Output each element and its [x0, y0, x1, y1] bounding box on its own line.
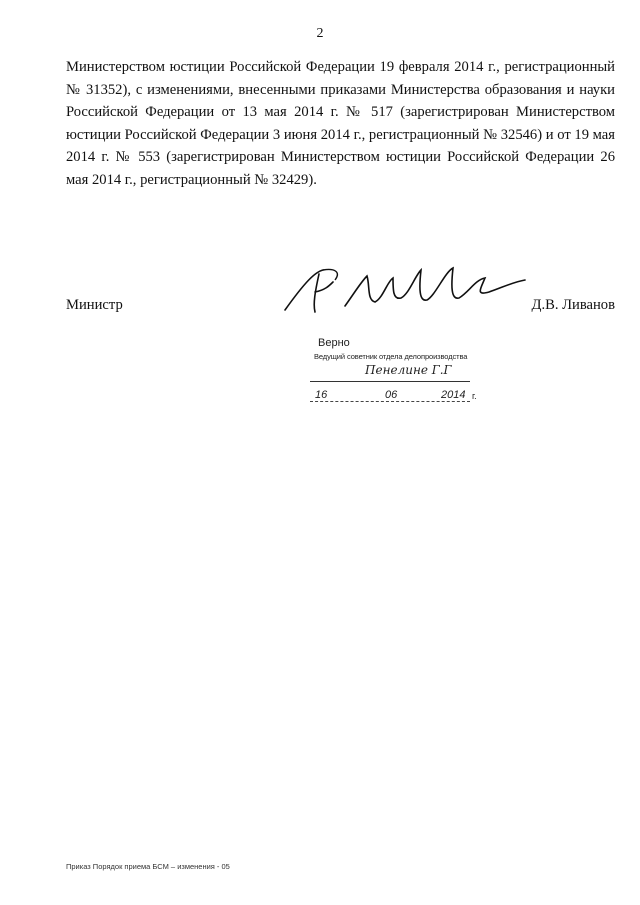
signatory-name: Д.В. Ливанов: [531, 297, 615, 313]
stamp-verified-word: Верно: [318, 337, 350, 349]
stamp-month: 06: [385, 389, 398, 401]
stamp-date-line: [310, 401, 470, 402]
page-number: 2: [316, 26, 324, 41]
signatory-title: Министр: [66, 297, 123, 313]
stamp-year: 2014: [441, 389, 466, 401]
stamp-date: [310, 387, 495, 403]
body-paragraph: Министерством юстиции Российской Федерации 19 февраля 2014 г., регистрационный № 31352), с изменениями, внесенными приказами Министерства образования и науки Российской Федерации от 13 мая 2014 г. № 517 (зарегистрирован Министерством юстиции Российской Федерации 3 июня 2014 г., регистрационный № 32546) и от 19 мая 2014 г. № 553 (зарегистрирован Министерством юстиции Российской Федерации 26 мая 2014 г., регистрационный № 32429).: [66, 59, 615, 188]
certification-stamp: [310, 337, 495, 412]
stamp-year-suffix: г.: [472, 391, 477, 401]
stamp-name-line: [310, 381, 470, 382]
stamp-day: 16: [315, 389, 328, 401]
signature-row: [66, 297, 615, 317]
stamp-handwritten-name: Пенелине Г.Г: [365, 363, 452, 377]
footer-caption: Приказ Порядок приема БСМ – изменения - 05: [66, 862, 230, 871]
stamp-position: Ведущий советник отдела делопроизводства: [314, 352, 468, 361]
